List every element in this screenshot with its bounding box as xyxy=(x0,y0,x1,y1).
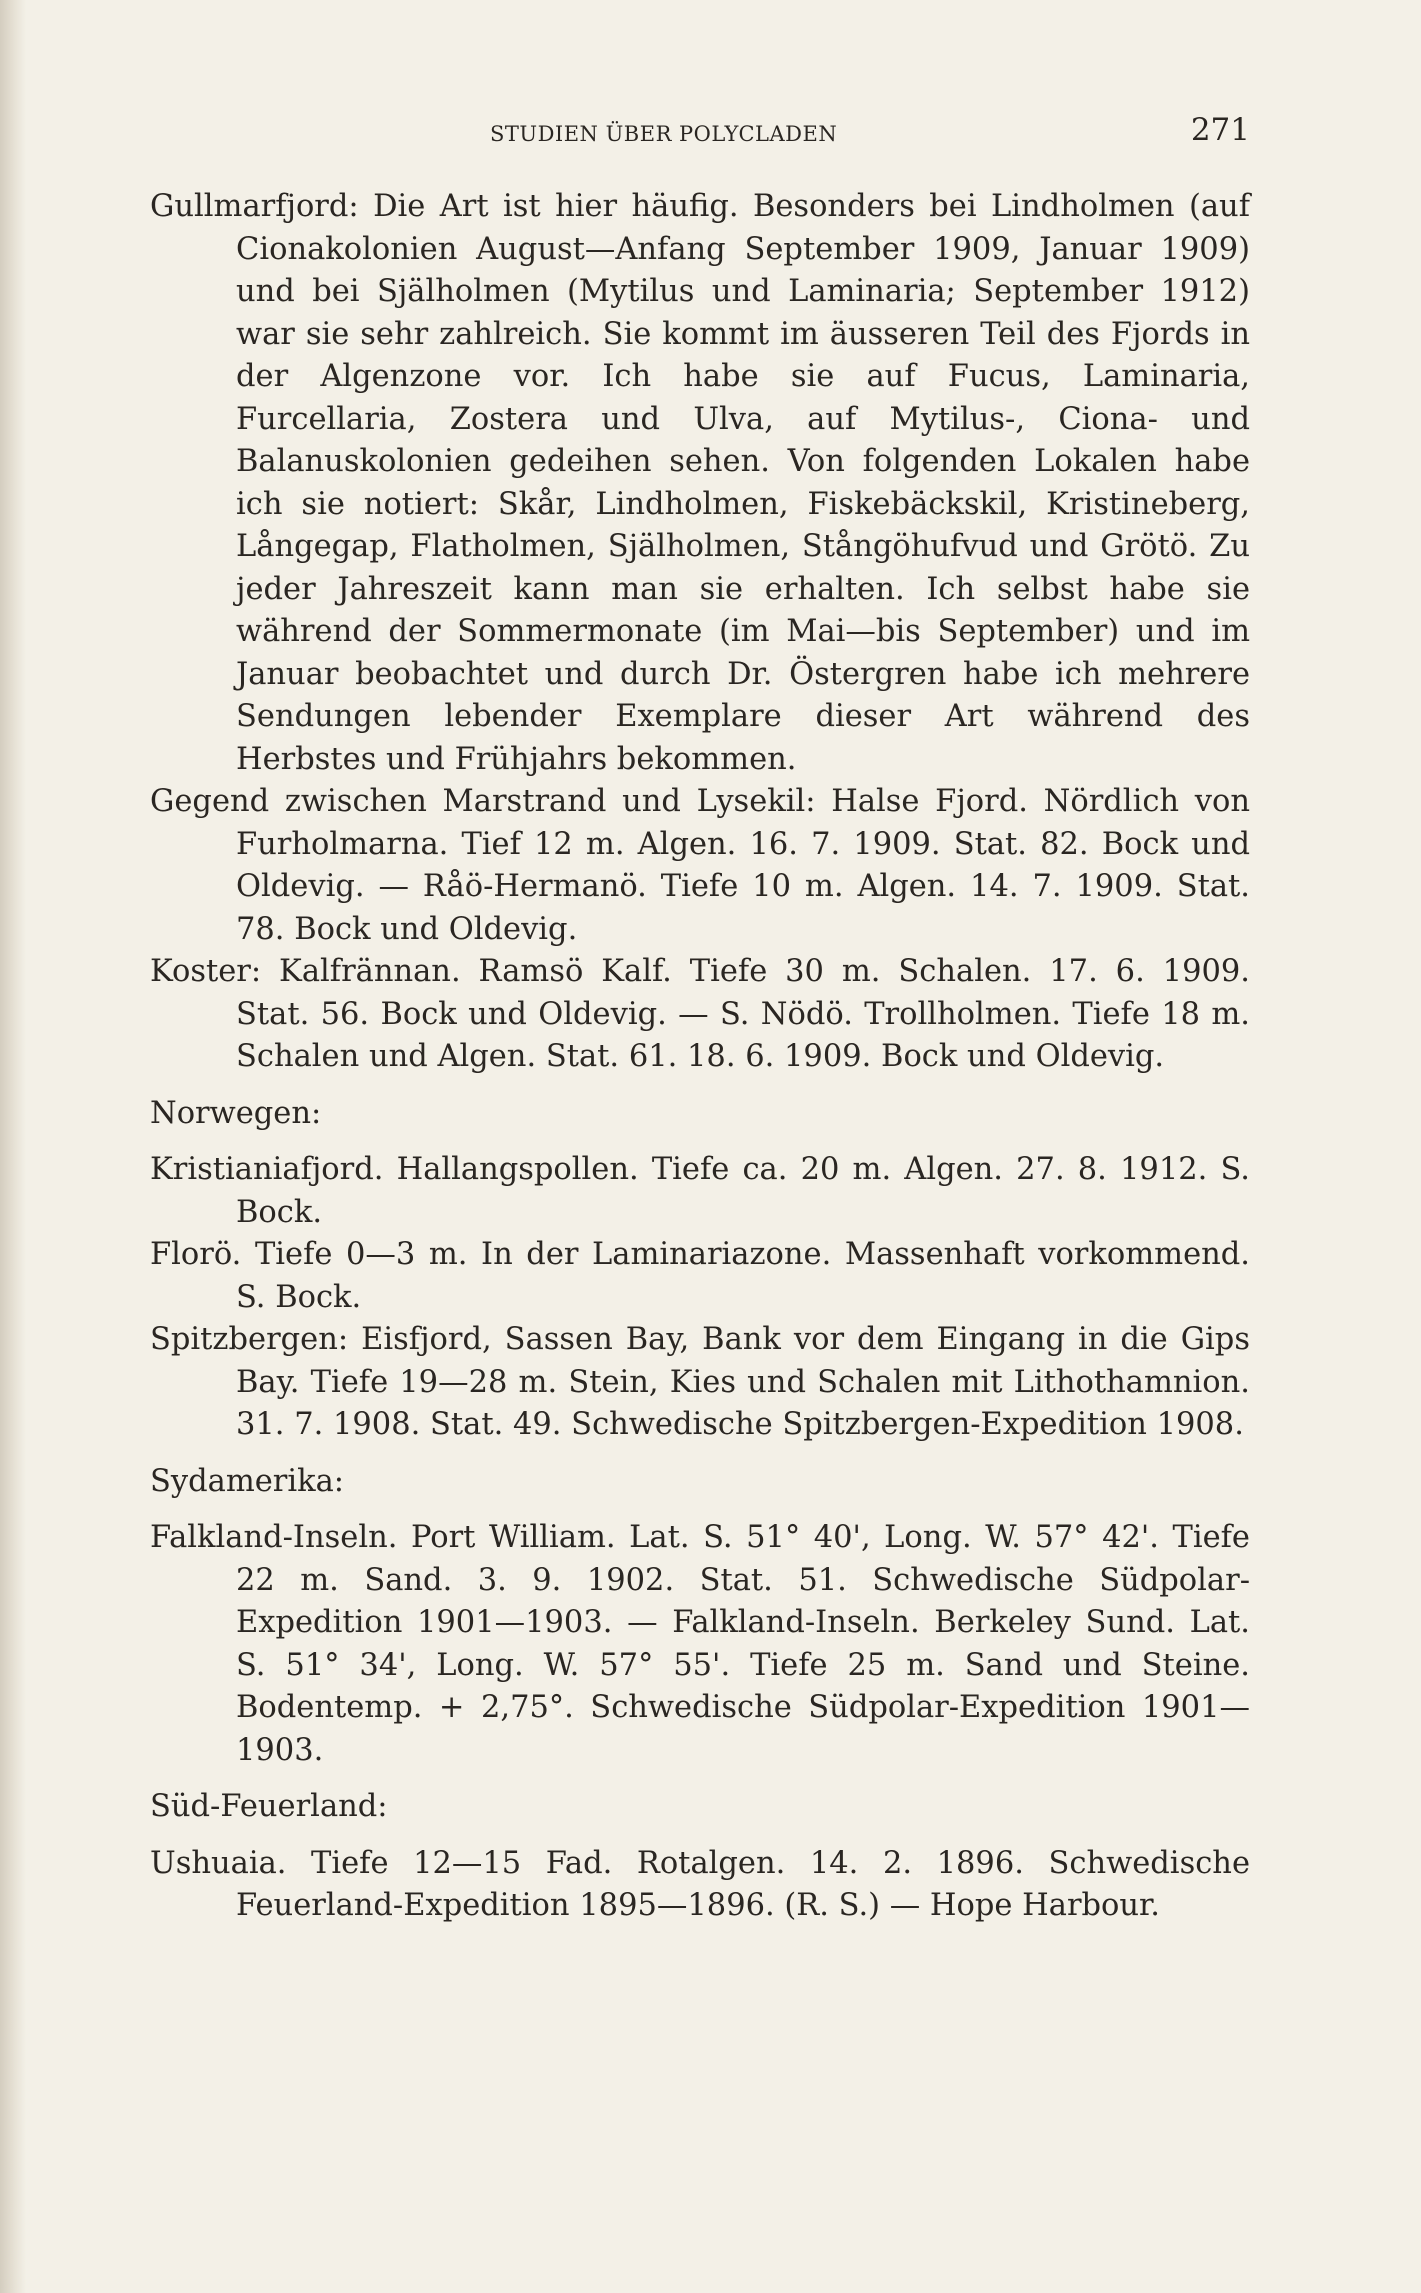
page-number: 271 xyxy=(1190,112,1250,148)
page-binding-edge xyxy=(0,0,26,2293)
page-header xyxy=(150,112,1250,152)
region-heading-norwegen: Norwegen: xyxy=(150,1095,322,1131)
paragraph-ushuaia: Ushuaia. Tiefe 12—15 Fad. Rotalgen. 14. 2. 1896. Schwedische Feuerland-Expedition 1895—1896. (R. S.) — Hope Harbour. xyxy=(150,1845,1250,1923)
running-title: STUDIEN ÜBER POLYCLADEN xyxy=(490,122,838,146)
paragraph-koster: Koster: Kalfrännan. Ramsö Kalf. Tiefe 30 m. Schalen. 17. 6. 1909. Stat. 56. Bock und Oldevig. — S. Nödö. Trollholmen. Tiefe 18 m. Schalen und Algen. Stat. 61. 18. 6. 1909. Bock und Oldevig. xyxy=(150,954,1250,1074)
paragraph-gullmarfjord: Gullmarfjord: Die Art ist hier häufig. Besonders bei Lindholmen (auf Cionakolonien August—Anfang September 1909, Januar 1909) und bei Själholmen (Mytilus und Laminaria; September 1912) war sie sehr zahlreich. Sie kommt im äusseren Teil des Fjords in der Algenzone vor. Ich habe sie auf Fucus, Laminaria, Furcellaria, Zostera und Ulva, auf Mytilus-, Ciona- und Balanuskolonien gedeihen sehen. Von folgenden Lokalen habe ich sie notiert: Skår, Lindholmen, Fiskebäckskil, Kristineberg, Långegap, Flatholmen, Själholmen, Stångöhufvud und Grötö. Zu jeder Jahreszeit kann man sie erhalten. Ich selbst habe sie während der Sommermonate (im Mai—bis September) und im Januar beobachtet und durch Dr. Östergren habe ich mehrere Sendungen lebender Exemplare dieser Art während des Herbstes und Frühjahrs bekommen. xyxy=(150,189,1250,777)
paragraph-spitzbergen: Spitzbergen: Eisfjord, Sassen Bay, Bank vor dem Eingang in die Gips Bay. Tiefe 19—28 m. Stein, Kies und Schalen mit Lithothamnion. 31. 7. 1908. Stat. 49. Schwedische Spitzbergen-Expedition 1908. xyxy=(150,1322,1250,1442)
paragraph-marstrand-lysekil: Gegend zwischen Marstrand und Lysekil: Halse Fjord. Nördlich von Furholmarna. Tief 12 m. Algen. 16. 7. 1909. Stat. 82. Bock und Oldevig. — Råö-Hermanö. Tiefe 10 m. Algen. 14. 7. 1909. Stat. 78. Bock und Oldevig. xyxy=(150,784,1250,947)
region-heading-sued-feuerland: Süd-Feuerland: xyxy=(150,1789,388,1824)
paragraph-floro: Florö. Tiefe 0—3 m. In der Laminariazone. Massenhaft vorkommend. S. Bock. xyxy=(150,1237,1250,1315)
paragraph-falkland: Falkland-Inseln. Port William. Lat. S. 51° 40', Long. W. 57° 42'. Tiefe 22 m. Sand. 3. 9. 1902. Stat. 51. Schwedische Südpolar-Expedition 1901—1903. — Falkland-Inseln. Berkeley Sund. Lat. S. 51° 34', Long. W. 57° 55'. Tiefe 25 m. Sand und Steine. Bodentemp. + 2,75°. Schwedische Südpolar-Expedition 1901—1903. xyxy=(150,1520,1250,1768)
body-text xyxy=(150,186,1250,1928)
region-heading-sydamerika: Sydamerika: xyxy=(150,1463,345,1499)
paragraph-kristianiafjord: Kristianiafjord. Hallangspollen. Tiefe ca. 20 m. Algen. 27. 8. 1912. S. Bock. xyxy=(150,1152,1250,1230)
